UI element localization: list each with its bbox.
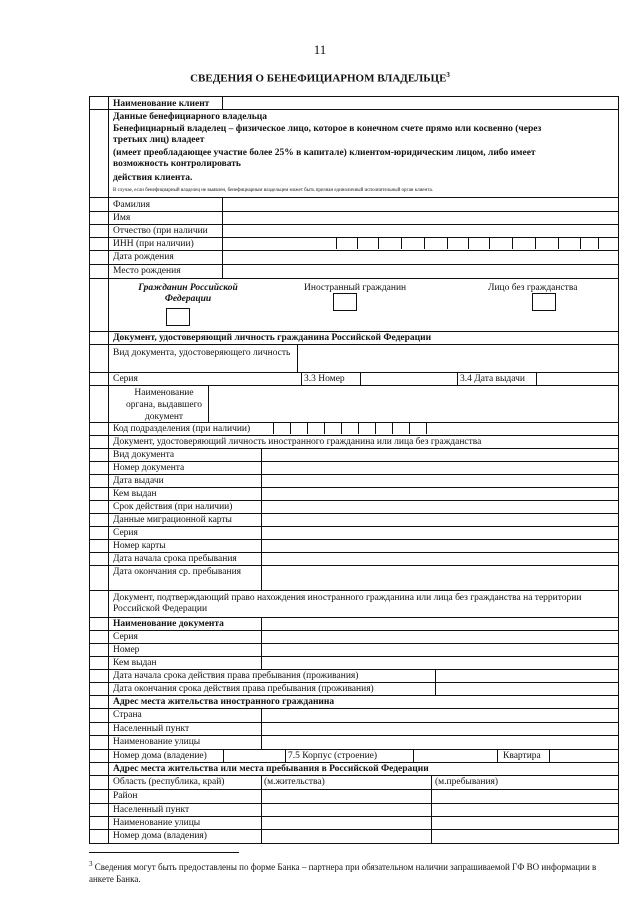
rf-doc-type-field[interactable] bbox=[299, 345, 617, 371]
bo-note: В случае, если бенефициарный владелец не выявлен, бенефициарным владельцем может быть признан единоличный исполнительный орган клиента. bbox=[113, 188, 433, 193]
name-label: Имя bbox=[113, 213, 131, 223]
rf-doc-type-label: Вид документа, удостоверяющего личность bbox=[113, 348, 291, 358]
residence-doc-name-label: Наименование документа bbox=[113, 619, 224, 629]
rf-issuer-field[interactable] bbox=[210, 386, 617, 421]
migration-heading: Данные миграционной карты bbox=[113, 515, 232, 525]
rf-address-heading: Адрес места жительства или места пребывания в Российской Федерации bbox=[113, 764, 429, 774]
rf-division-code-label: Код подразделения (при наличии) bbox=[113, 424, 251, 434]
rf-street-label: Наименование улицы bbox=[113, 818, 201, 828]
beneficiary-form bbox=[89, 96, 619, 844]
rf-doc-heading: Документ, удостоверяющий личность гражданина Российской Федерации bbox=[113, 333, 432, 343]
foreign-doc-issued-by-label: Кем выдан bbox=[113, 489, 157, 499]
rf-street-residence-field[interactable] bbox=[263, 817, 429, 829]
bo-line2: третьих лиц) владеет bbox=[113, 135, 205, 145]
foreign-doc-validity-label: Срок действия (при наличии) bbox=[113, 502, 233, 512]
rf-residence-column: (м.жительства) bbox=[264, 777, 325, 787]
surname-field[interactable] bbox=[224, 198, 617, 210]
citizen-stateless-checkbox[interactable] bbox=[532, 293, 556, 311]
foreign-doc-number-label: Номер документа bbox=[113, 463, 185, 473]
bo-line1: Бенефициарный владелец – физическое лицо, которое в конечном счете прямо или косвенно (через bbox=[113, 124, 542, 134]
bo-line4: возможность контролировать bbox=[113, 159, 241, 169]
citizen-rf-checkbox[interactable] bbox=[166, 308, 190, 326]
migration-card-number-label: Номер карты bbox=[113, 541, 166, 551]
rf-district-residence-field[interactable] bbox=[263, 790, 429, 802]
rf-stay-column: (м.пребывания) bbox=[435, 777, 499, 787]
migration-stay-end-field[interactable] bbox=[263, 566, 617, 589]
residence-doc-name-field[interactable] bbox=[263, 618, 617, 630]
foreign-apartment-label: Квартира bbox=[503, 751, 541, 761]
migration-stay-start-label: Дата начала срока пребывания bbox=[113, 554, 237, 564]
foreign-doc-type-field[interactable] bbox=[263, 449, 617, 461]
page-number: 11 bbox=[313, 42, 327, 57]
rf-region-label: Область (республика, край) bbox=[113, 777, 225, 787]
foreign-doc-type-label: Вид документа bbox=[113, 450, 175, 460]
residence-number-field[interactable] bbox=[263, 644, 617, 656]
migration-stay-start-field[interactable] bbox=[263, 553, 617, 565]
rf-house-residence-field[interactable] bbox=[263, 830, 429, 842]
citizen-stateless-label: Лицо без гражданства bbox=[488, 283, 578, 293]
rf-issue-date-label: 3.4 Дата выдачи bbox=[460, 374, 525, 384]
citizen-rf-label: Гражданин Российской Федерации bbox=[138, 283, 238, 304]
foreign-country-label: Страна bbox=[113, 710, 142, 720]
rf-house-stay-field[interactable] bbox=[433, 830, 617, 842]
migration-series-field[interactable] bbox=[263, 527, 617, 539]
footnote bbox=[89, 858, 619, 885]
birth-date-label: Дата рождения bbox=[113, 252, 174, 262]
residence-series-label: Серия bbox=[113, 632, 138, 642]
citizen-foreign-label: Иностранный гражданин bbox=[304, 283, 407, 293]
residence-series-field[interactable] bbox=[263, 631, 617, 643]
rf-street-stay-field[interactable] bbox=[433, 817, 617, 829]
foreign-doc-number-field[interactable] bbox=[263, 462, 617, 474]
rf-series-label: Серия bbox=[113, 374, 138, 384]
residence-issued-by-field[interactable] bbox=[263, 657, 617, 669]
foreign-locality-label: Населенный пункт bbox=[113, 724, 190, 734]
foreign-doc-heading: Документ, удостоверяющий личность иностранного гражданина или лица без гражданства bbox=[113, 437, 482, 447]
rf-house-label: Номер дома (владения) bbox=[113, 831, 207, 841]
migration-series-label: Серия bbox=[113, 528, 138, 538]
residence-start-label: Дата начала срока действия права пребывания (проживания) bbox=[113, 671, 359, 681]
foreign-address-heading: Адрес места жительства иностранного гражданина bbox=[113, 697, 335, 707]
rf-number-label: 3.3 Номер bbox=[304, 374, 345, 384]
foreign-street-label: Наименование улицы bbox=[113, 737, 201, 747]
foreign-doc-issue-date-field[interactable] bbox=[263, 475, 617, 487]
residence-right-heading: Документ, подтверждающий право нахождения иностранного гражданина или лица без гражданства на территории Российской Федерации bbox=[113, 593, 582, 614]
title-text: СВЕДЕНИЯ О БЕНЕФИЦИАРНОМ ВЛАДЕЛЬЦЕ bbox=[190, 72, 447, 85]
birth-place-label: Место рождения bbox=[113, 266, 181, 276]
footnote-divider bbox=[89, 852, 239, 853]
patronymic-field[interactable] bbox=[224, 225, 617, 237]
footnote-mark: 3 bbox=[89, 860, 93, 868]
migration-stay-end-label: Дата окончания ср. пребывания bbox=[113, 567, 242, 577]
residence-start-field[interactable] bbox=[437, 670, 617, 682]
birth-date-field[interactable] bbox=[224, 251, 617, 263]
title-footnote-mark: 3 bbox=[446, 71, 450, 79]
rf-locality-label: Населенный пункт bbox=[113, 805, 190, 815]
footnote-text: Сведения могут быть предоставлены по форме Банка – партнера при обязательном наличии запрашиваемой ГФ ВО информации в анкете Банка. bbox=[89, 862, 597, 884]
citizen-foreign-checkbox[interactable] bbox=[333, 293, 357, 311]
surname-label: Фамилия bbox=[113, 200, 151, 210]
page-title bbox=[0, 71, 640, 85]
residence-issued-by-label: Кем выдан bbox=[113, 658, 157, 668]
residence-end-label: Дата окончания срока действия права пребывания (проживания) bbox=[113, 684, 374, 694]
foreign-street-field[interactable] bbox=[263, 736, 617, 748]
foreign-doc-issued-by-field[interactable] bbox=[263, 488, 617, 500]
residence-end-field[interactable] bbox=[437, 683, 617, 695]
client-name-label: Наименование клиент bbox=[113, 99, 210, 109]
foreign-building-label: 7.5 Корпус (строение) bbox=[288, 751, 378, 761]
client-name-field[interactable] bbox=[223, 97, 618, 109]
rf-issuer-label: Наименование органа, выдавшего документ bbox=[125, 388, 202, 422]
bo-heading: Данные бенефициарного владельца bbox=[113, 112, 268, 122]
foreign-house-label: Номер дома (владение) bbox=[113, 751, 207, 761]
birth-place-field[interactable] bbox=[224, 265, 617, 277]
migration-card-number-field[interactable] bbox=[263, 540, 617, 552]
patronymic-label: Отчество (при наличии bbox=[113, 226, 208, 236]
inn-label: ИНН (при наличии) bbox=[113, 239, 194, 249]
rf-district-stay-field[interactable] bbox=[433, 790, 617, 802]
bo-line3: (имеет преобладающее участие более 25% в капитале) клиентом-юридическим лицом, либо имеет bbox=[113, 148, 536, 158]
foreign-doc-validity-field[interactable] bbox=[263, 501, 617, 513]
residence-number-label: Номер bbox=[113, 645, 140, 655]
rf-locality-residence-field[interactable] bbox=[263, 804, 429, 816]
foreign-locality-field[interactable] bbox=[263, 723, 617, 735]
rf-district-label: Район bbox=[113, 791, 138, 801]
name-field[interactable] bbox=[224, 212, 617, 224]
foreign-country-field[interactable] bbox=[263, 709, 617, 721]
bo-line5: действия клиента. bbox=[113, 173, 193, 183]
foreign-doc-issue-date-label: Дата выдачи bbox=[113, 476, 164, 486]
rf-locality-stay-field[interactable] bbox=[433, 804, 617, 816]
